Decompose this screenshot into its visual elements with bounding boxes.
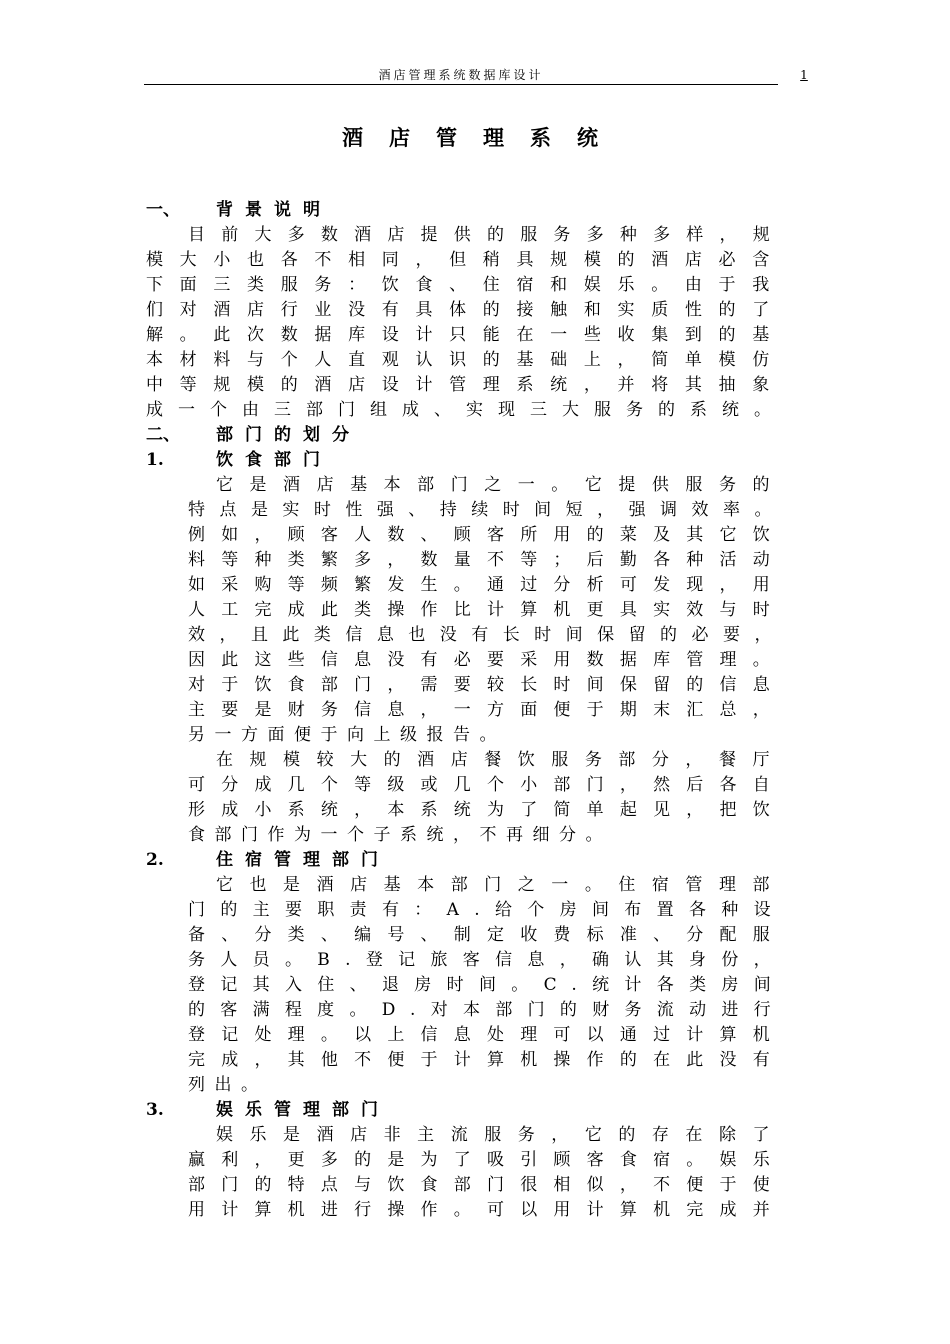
body-text: 例如，顾客人数、顾客所用的菜及其它饮: [188, 525, 786, 545]
body-text-line: [146, 873, 806, 898]
section-heading-text: 住宿管理部门: [216, 850, 390, 870]
body-text: 的客满程度。D.对本部门的财务流动进行: [188, 1000, 786, 1020]
body-text-line: [146, 1173, 806, 1198]
body-text-line: [146, 973, 806, 998]
body-text: 效，且此类信息也没有长时间保留的必要，: [188, 625, 786, 645]
body-text-line: [146, 598, 806, 623]
body-text: 用计算机进行操作。可以用计算机完成并: [188, 1200, 786, 1220]
body-text-line: [146, 573, 806, 598]
body-text-line: [146, 498, 806, 523]
body-text: 形成小系统，本系统为了简单起见，把饮: [188, 800, 786, 820]
body-text-line: [146, 998, 806, 1023]
body-text-line: [146, 648, 806, 673]
body-text: 赢利，更多的是为了吸引顾客食宿。娱乐: [188, 1150, 786, 1170]
body-text-line: [146, 548, 806, 573]
section-heading: [146, 448, 806, 473]
body-text-line: [146, 1048, 806, 1073]
body-text-line: [146, 798, 806, 823]
body-text-line: [146, 323, 806, 348]
body-text: 目前大多数酒店提供的服务多种多样，规: [188, 225, 786, 245]
body-text: 另一方面便于向上级报告。: [188, 725, 506, 745]
body-text-line: [146, 373, 806, 398]
document-title: 酒店管理系统: [342, 125, 624, 150]
body-text: 料等种类繁多，数量不等；后勤各种活动: [188, 550, 786, 570]
body-text-line: [146, 948, 806, 973]
body-text-line: [146, 698, 806, 723]
body-text-line: [146, 398, 806, 423]
section-number: 1.: [146, 450, 164, 470]
body-text: 成一个由三部门组成、实现三大服务的系统。: [146, 400, 786, 420]
page-number: 1: [800, 68, 808, 82]
section-heading-text: 饮食部门: [216, 450, 332, 470]
section-heading-text: 娱乐管理部门: [216, 1100, 390, 1120]
body-text: 列出。: [188, 1075, 268, 1095]
running-title: 酒店管理系统数据库设计: [378, 68, 544, 82]
section-number: 3.: [146, 1100, 164, 1120]
body-text: 登记处理。以上信息处理可以通过计算机: [188, 1025, 786, 1045]
section-number: 一、: [146, 200, 180, 220]
document-body: [146, 198, 806, 1223]
body-text: 因此这些信息没有必要采用数据库管理。: [188, 650, 786, 670]
body-text-line: [146, 1148, 806, 1173]
body-text: 本材料与个人直观认识的基础上，简单模仿: [146, 350, 786, 370]
body-text-line: [146, 823, 806, 848]
body-text: 部门的特点与饮食部门很相似，不便于使: [188, 1175, 786, 1195]
body-text: 可分成几个等级或几个小部门，然后各自: [188, 775, 786, 795]
section-heading: [146, 423, 806, 448]
body-text: 如采购等频繁发生。通过分析可发现，用: [188, 575, 786, 595]
body-text: 中等规模的酒店设计管理系统，并将其抽象: [146, 375, 786, 395]
body-text: 娱乐是酒店非主流服务，它的存在除了: [216, 1125, 787, 1145]
body-text-line: [146, 748, 806, 773]
body-text: 人工完成此类操作比计算机更具实效与时: [188, 600, 786, 620]
section-number: 2.: [146, 850, 164, 870]
section-heading-text: 部门的划分: [216, 425, 361, 445]
body-text-line: [146, 223, 806, 248]
body-text: 主要是财务信息，一方面便于期末汇总，: [188, 700, 786, 720]
body-text: 下面三类服务：饮食、住宿和娱乐。由于我: [146, 275, 786, 295]
body-text-line: [146, 623, 806, 648]
body-text: 们对酒店行业没有具体的接触和实质性的了: [146, 300, 786, 320]
body-text: 登记其入住、退房时间。C.统计各类房间: [188, 975, 787, 995]
body-text-line: [146, 298, 806, 323]
body-text: 食部门作为一个子系统，不再细分。: [188, 825, 612, 845]
body-text-line: [146, 1073, 806, 1098]
body-text-line: [146, 248, 806, 273]
body-text: 对于饮食部门，需要较长时间保留的信息: [188, 675, 786, 695]
body-text-line: [146, 673, 806, 698]
body-text-line: [146, 898, 806, 923]
body-text-line: [146, 523, 806, 548]
body-text: 备、分类、编号、制定收费标准、分配服: [188, 925, 786, 945]
body-text: 模大小也各不相同，但稍具规模的酒店必含: [146, 250, 786, 270]
body-text-line: [146, 1023, 806, 1048]
section-heading-text: 背景说明: [216, 200, 332, 220]
body-text-line: [146, 723, 806, 748]
body-text-line: [146, 1123, 806, 1148]
body-text: 特点是实时性强、持续时间短，强调效率。: [188, 500, 786, 520]
body-text-line: [146, 923, 806, 948]
running-header: [144, 66, 778, 85]
body-text-line: [146, 1198, 806, 1223]
body-text-line: [146, 473, 806, 498]
body-text: 务人员。B.登记旅客信息，确认其身份，: [188, 950, 786, 970]
section-heading: [146, 848, 806, 873]
body-text: 解。此次数据库设计只能在一些收集到的基: [146, 325, 786, 345]
body-text: 它也是酒店基本部门之一。住宿管理部: [216, 875, 787, 895]
section-number: 二、: [146, 425, 180, 445]
section-heading: [146, 1098, 806, 1123]
body-text: 完成，其他不便于计算机操作的在此没有: [188, 1050, 786, 1070]
body-text-line: [146, 773, 806, 798]
body-text-line: [146, 273, 806, 298]
body-text: 它是酒店基本部门之一。它提供服务的: [216, 475, 787, 495]
body-text: 门的主要职责有：A.给个房间布置各种设: [188, 900, 786, 920]
body-text: 在规模较大的酒店餐饮服务部分，餐厅: [216, 750, 787, 770]
section-heading: [146, 198, 806, 223]
body-text-line: [146, 348, 806, 373]
